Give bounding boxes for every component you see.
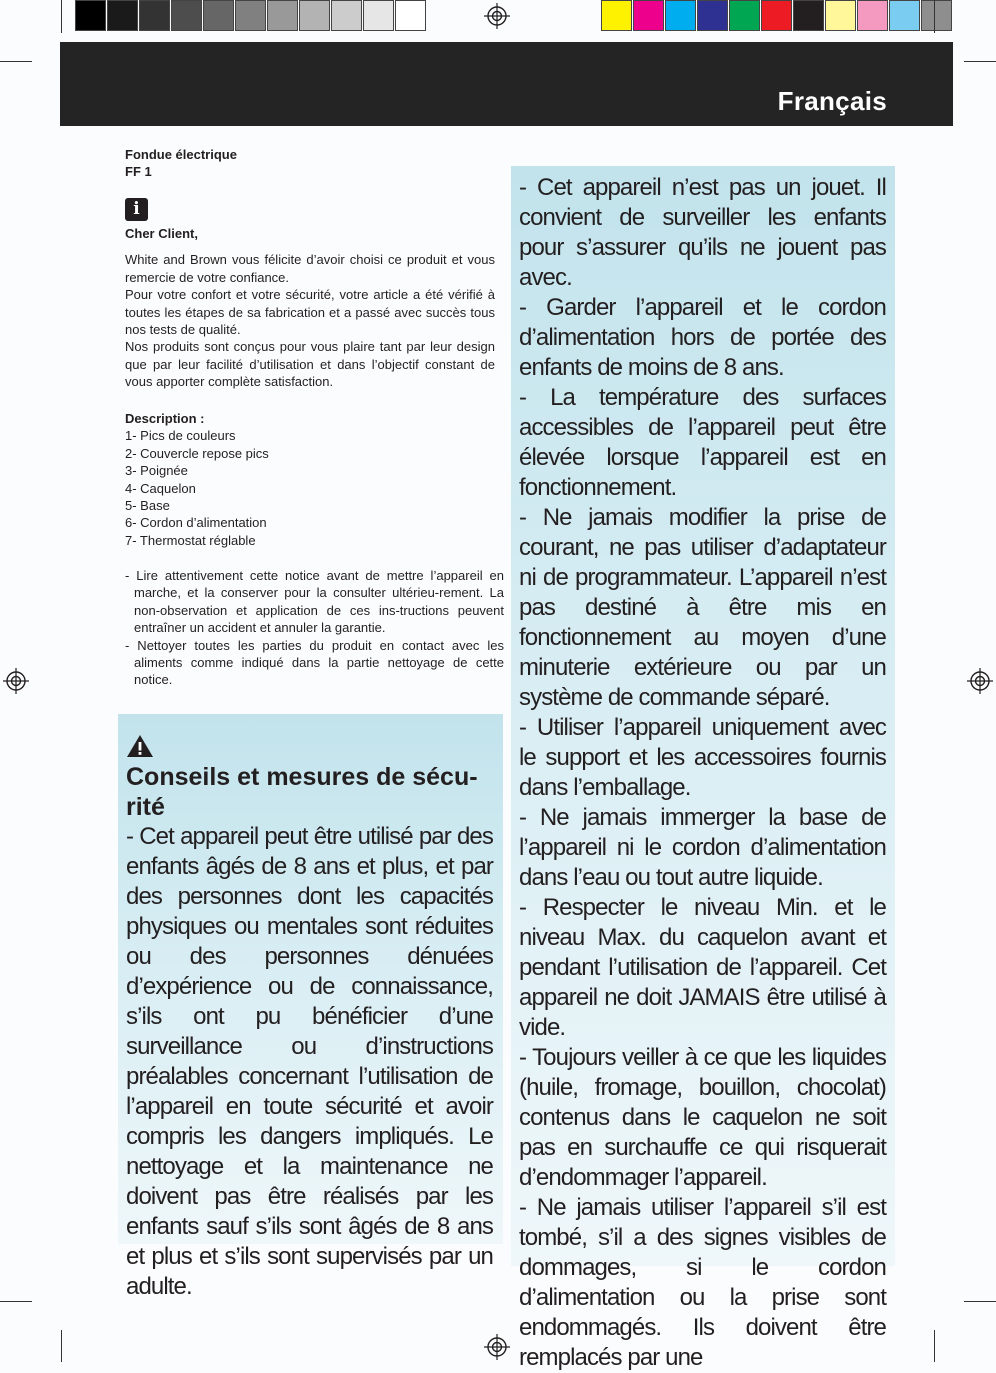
safety-item: - Cet appareil n’est pas un jouet. Il convient de surveiller les enfants pour s’assurer qu’ils ne jouent pas avec. <box>519 174 886 291</box>
list-item: 6- Cordon d’alimentation <box>125 515 267 531</box>
warning-icon <box>126 734 154 758</box>
list-item: 2- Couvercle repose pics <box>125 445 269 461</box>
crop-mark <box>0 1301 32 1302</box>
list-item: 7- Thermostat réglable <box>125 532 256 548</box>
intro-paragraph: Nos produits sont conçus pour vous plaire tant par leur design que par leur facilité d’utilisation et dans l’objectif constant de vous apporter complète satisfaction. <box>125 339 495 390</box>
safety-box-left <box>118 714 503 1300</box>
list-item: 5- Base <box>125 498 170 514</box>
description-title: Description : <box>125 411 205 426</box>
color-swatch <box>75 0 106 31</box>
color-swatch <box>203 0 234 31</box>
safety-box-right <box>511 166 895 1371</box>
color-swatch <box>665 0 696 31</box>
safety-item: - Toujours veiller à ce que les liquides (huile, fromage, bouillon, chocolat) contenus dans le caquelon ne soit pas en surchauffe ce qui risquerait d’endommager l’appareil. <box>519 1044 886 1191</box>
intro-paragraph: Pour votre confort et votre sécurité, votre article a été vérifié à toutes les étapes de sa fabrication et a passé avec succès tous nos tests de qualité. <box>125 287 495 338</box>
color-swatch <box>729 0 760 31</box>
safety-item: - Ne jamais modifier la prise de courant, ne pas utiliser d’adaptateur ni de programmateur. L’appareil n’est pas destiné à être mis en fonctionnement au moyen d’une minuterie extérieure ou par un système de commande séparé. <box>519 504 886 711</box>
registration-mark-icon <box>3 668 29 694</box>
safety-item: - Ne jamais utiliser l’appareil s’il est tombé, s’il a des signes visibles de dommages, si le cordon d’alimentation ou la prise sont endommagés. Ils doivent être remplacés par une <box>519 1194 886 1371</box>
color-bar <box>601 0 953 31</box>
list-item: 3- Poignée <box>125 463 188 479</box>
safety-title: Conseils et mesures de sécu-rité <box>126 763 478 821</box>
color-swatch <box>331 0 362 31</box>
notice-list <box>125 567 504 689</box>
color-swatch <box>139 0 170 31</box>
color-swatch <box>107 0 138 31</box>
color-swatch <box>921 0 952 31</box>
safety-list-right <box>519 173 886 1373</box>
crop-mark <box>61 1330 62 1362</box>
color-swatch <box>889 0 920 31</box>
crop-mark <box>934 1330 935 1362</box>
list-item: 4- Caquelon <box>125 480 196 496</box>
info-icon: i <box>125 198 148 221</box>
crop-mark <box>964 61 996 62</box>
notice-item: - Nettoyer toutes les parties du produit en contact avec les aliments comme indiqué dans la partie nettoyage de cette notice. <box>125 637 504 688</box>
product-model: FF 1 <box>125 164 152 180</box>
crop-mark <box>964 1301 996 1302</box>
safety-item: - Respecter le niveau Min. et le niveau Max. du caquelon avant et pendant l’utilisation de l’appareil. Cet appareil ne doit JAMAIS être utilisé à vide. <box>519 894 886 1041</box>
list-item: 1- Pics de couleurs <box>125 428 236 444</box>
description-section <box>125 410 495 549</box>
color-swatch <box>601 0 632 31</box>
safety-item: - Ne jamais immerger la base de l’appareil ni le cordon d’alimentation dans l’eau ou tout autre liquide. <box>519 804 886 891</box>
grayscale-bar <box>75 0 427 31</box>
safety-item: - Garder l’appareil et le cordon d’alimentation hors de portée des enfants de moins de 8 ans. <box>519 294 886 381</box>
intro-paragraph: White and Brown vous félicite d’avoir choisi ce produit et vous remercie de votre confiance. <box>125 252 495 285</box>
crop-mark <box>61 0 62 33</box>
color-swatch <box>761 0 792 31</box>
crop-mark <box>934 0 935 33</box>
color-swatch <box>267 0 298 31</box>
registration-mark-icon <box>484 1334 510 1360</box>
color-swatch <box>793 0 824 31</box>
color-swatch <box>395 0 426 31</box>
safety-item: - Utiliser l’appareil uniquement avec le support et les accessoires fournis dans l’emballage. <box>519 714 886 801</box>
color-swatch <box>633 0 664 31</box>
color-swatch <box>171 0 202 31</box>
language-label: Français <box>777 86 887 116</box>
crop-mark <box>0 61 32 62</box>
color-swatch <box>235 0 266 31</box>
notice-item: - Lire attentivement cette notice avant de mettre l’appareil en marche, et la conserver pour la consulter ultérieu-rement. La non-observation et application de ces ins-tructions peuvent entraîner un accident et annuler la garantie. <box>125 568 504 636</box>
registration-mark-icon <box>484 3 510 29</box>
color-swatch <box>697 0 728 31</box>
safety-item: - La température des surfaces accessibles de l’appareil peut être élevée lorsque l’appareil est en fonctionnement. <box>519 384 886 501</box>
greeting: Cher Client, <box>125 226 198 241</box>
color-swatch <box>825 0 856 31</box>
color-swatch <box>363 0 394 31</box>
product-name: Fondue électrique <box>125 147 237 162</box>
intro-section <box>125 225 495 391</box>
color-swatch <box>299 0 330 31</box>
color-swatch <box>857 0 888 31</box>
safety-text-left: - Cet appareil peut être utilisé par des enfants âgés de 8 ans et plus, et par des personnes dont les capacités physiques ou mentales sont réduites ou des personnes dénuées d’expérience ou de connaissance, s’ils ont pu bénéficier d’une surveillance ou d’instructions préalables concernant l’utilisation de l’appareil en toute sécurité et avoir compris les dangers impliqués. Le nettoyage et la maintenance ne doivent pas être réalisés par les enfants sauf s’ils sont âgés de 8 ans et plus et s’ils sont supervisés par un adulte. <box>126 823 493 1300</box>
page-header <box>60 42 953 126</box>
registration-mark-icon <box>967 668 993 694</box>
product-title <box>125 146 495 181</box>
